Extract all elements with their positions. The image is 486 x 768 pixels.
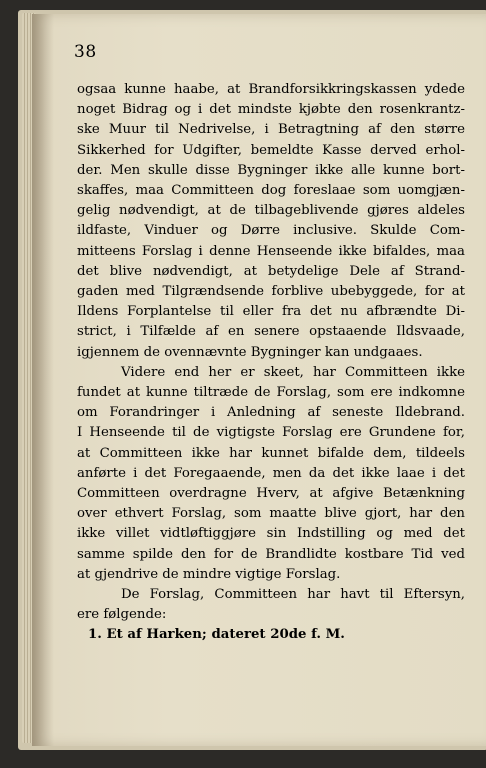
text-line: om Forandringer i Anledning af seneste Ildebrand. [77,405,465,421]
text-line: Committeen overdragne Hverv, at afgive Betænkning [77,486,465,502]
text-line: Sikkerhed for Udgifter, bemeldte Kasse derved erhol- [77,142,465,158]
text-line: I Henseende til de vigtigste Forslag ere Grundene for, [77,425,465,441]
text-line: anførte i det Foregaaende, men da det ikke laae i det [77,465,465,481]
text-line: samme spilde den for de Brandlidte kostbare Tid ved [77,546,465,562]
text-line: mitteens Forslag i denne Henseende ikke bifaldes, maa [77,243,465,259]
text-line: ikke villet vidtløftiggjøre sin Indstilling og med det [77,526,465,542]
binding-shadow [32,14,54,746]
text-line: ogsaa kunne haabe, at Brandforsikkringskassen ydede [77,82,465,97]
text-line: gelig nødvendigt, at de tilbageblivende gjøres aldeles [77,203,465,219]
text-line: igjennem de ovennævnte Bygninger kan undgaaes. [77,344,423,360]
text-line: der. Men skulle disse Bygninger ikke alle kunne bort- [77,162,465,178]
text-line: ildfaste, Vinduer og Dørre inclusive. Skulde Com- [77,223,465,239]
text-line: 1. Et af Harken; dateret 20de f. M. [88,627,345,643]
text-line: skaffes, maa Committeen dog foreslaae som uomgjæn- [77,183,465,199]
text-line: Videre end her er skeet, har Committeen ikke [121,364,465,380]
text-line: De Forslag, Committeen har havt til Eftersyn, [121,587,465,603]
page-number: 38 [74,42,97,62]
body-text [77,80,465,646]
text-line: at gjendrive de mindre vigtige Forslag. [77,566,341,582]
text-line: fundet at kunne tiltræde de Forslag, som ere indkomne [77,385,465,401]
text-line: strict, i Tilfælde af en senere opstaaende Ildsvaade, [77,324,465,340]
text-line: noget Bidrag og i det mindste kjøbte den rosenkrantz- [77,102,465,118]
text-line: over ethvert Forslag, som maatte blive gjort, har den [77,506,465,522]
text-line: ere følgende: [77,607,167,623]
text-line: gaden med Tilgrændsende forblive ubebyggede, for at [77,284,465,300]
text-line: Ildens Forplantelse til eller fra det nu afbrændte Di- [77,304,465,320]
text-line: ske Muur til Nedrivelse, i Betragtning af den større [77,122,465,138]
text-line: det blive nødvendigt, at betydelige Dele af Strand- [77,263,465,279]
text-line: at Committeen ikke har kunnet bifalde dem, tildeels [77,445,465,461]
